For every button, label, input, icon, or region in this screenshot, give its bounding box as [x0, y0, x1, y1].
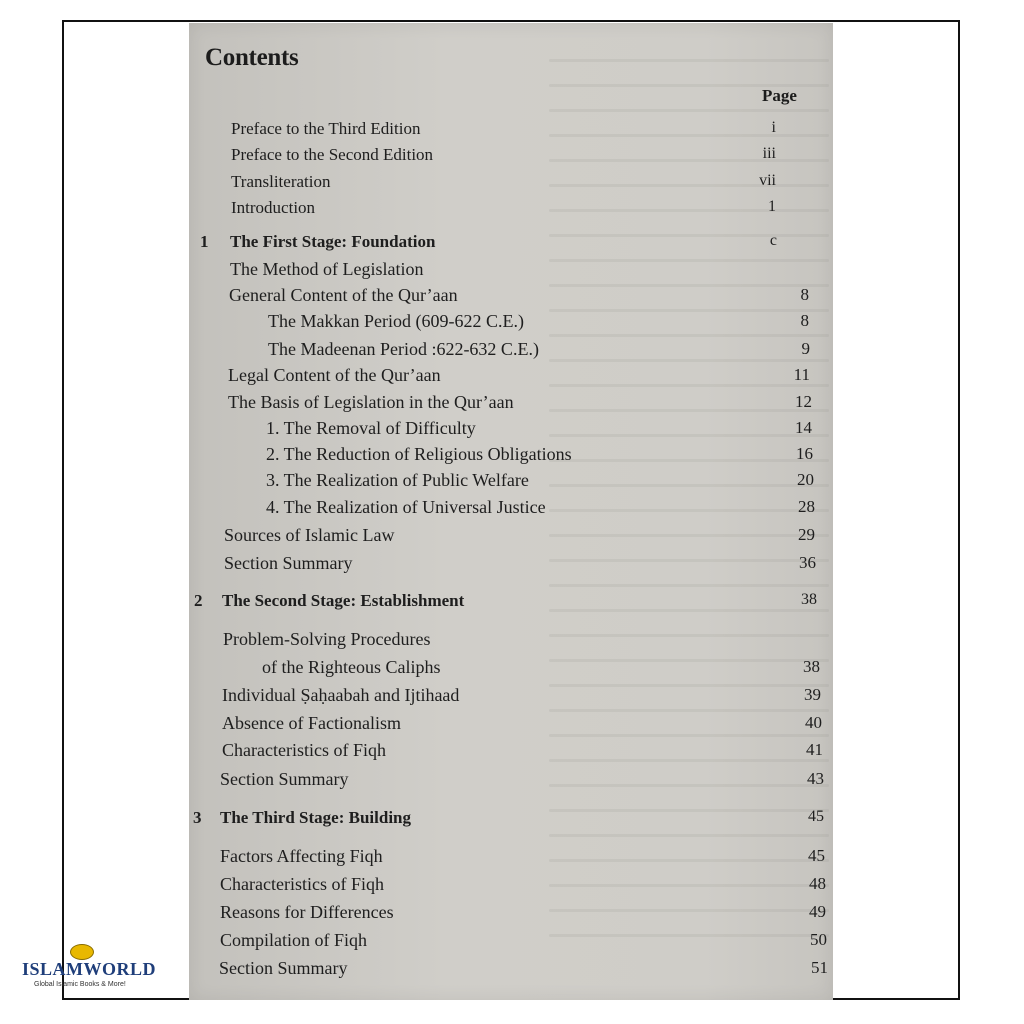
- toc-page-number: iii: [762, 145, 776, 162]
- toc-page-number: 28: [798, 497, 815, 516]
- toc-page-number: 1: [768, 198, 776, 215]
- toc-entry: [0, 392, 1024, 418]
- toc-entry: [0, 198, 1024, 224]
- toc-entry: [0, 874, 1024, 900]
- toc-entry: [0, 339, 1024, 365]
- toc-entry: [0, 591, 1024, 617]
- toc-entry-label: Sources of Islamic Law: [224, 525, 395, 545]
- toc-entry-label: The Method of Legislation: [230, 259, 424, 279]
- toc-entry: [0, 525, 1024, 551]
- toc-entry: [0, 713, 1024, 739]
- toc-page-number: 40: [805, 713, 822, 732]
- toc-entry-label: Legal Content of the Qur’aan: [228, 365, 441, 385]
- toc-page-number: vii: [759, 172, 776, 189]
- toc-entry: [0, 846, 1024, 872]
- toc-entry: [0, 553, 1024, 579]
- toc-page-number: 48: [809, 874, 826, 893]
- toc-page-number: 9: [801, 339, 810, 358]
- chapter-number: 1: [200, 232, 209, 251]
- toc-entry: [0, 259, 1024, 285]
- toc-entry-label: 2. The Reduction of Religious Obligations: [266, 444, 572, 464]
- toc-entry: [0, 365, 1024, 391]
- toc-page-number: 49: [809, 902, 826, 921]
- toc-entry-label: 4. The Realization of Universal Justice: [266, 497, 546, 517]
- toc-entry: [0, 444, 1024, 470]
- toc-page-number: 41: [806, 740, 823, 759]
- toc-page-number: 16: [796, 444, 813, 463]
- logo-name: ISLAMWORLD: [22, 959, 157, 979]
- toc-page-number: 8: [800, 311, 809, 330]
- toc-entry: [0, 629, 1024, 655]
- toc-entry-label: Reasons for Differences: [220, 902, 394, 922]
- toc-entry-label: of the Righteous Caliphs: [262, 657, 441, 677]
- toc-entry-label: Factors Affecting Fiqh: [220, 846, 383, 866]
- chapter-title: The Second Stage: Establishment: [222, 591, 465, 610]
- toc-entry-label: The Basis of Legislation in the Qur’aan: [228, 392, 514, 412]
- toc-page-number: 45: [808, 808, 824, 825]
- toc-entry-label: Introduction: [231, 198, 316, 217]
- toc-entry-label: Problem-Solving Procedures: [223, 629, 431, 649]
- contents-title: Contents: [205, 44, 299, 71]
- toc-page-number: 50: [810, 930, 827, 949]
- toc-entry: [0, 145, 1024, 171]
- toc-entry-label: Absence of Factionalism: [222, 713, 401, 733]
- chapter-title: The Third Stage: Building: [220, 808, 411, 827]
- toc-page-number: 38: [801, 591, 817, 608]
- toc-page-number: 20: [797, 470, 814, 489]
- toc-entry: [0, 285, 1024, 311]
- toc-entry-label: Preface to the Second Edition: [231, 145, 434, 164]
- toc-page-number: 12: [795, 392, 812, 411]
- toc-page-number: 39: [804, 685, 821, 704]
- toc-entry-label: Individual Ṣaḥaabah and Ijtihaad: [222, 685, 460, 705]
- toc-entry-label: 1. The Removal of Difficulty: [266, 418, 476, 438]
- toc-entry: [0, 902, 1024, 928]
- toc-entry: [0, 232, 1024, 258]
- toc-entry-label: Section Summary: [220, 769, 349, 789]
- toc-page-number: 51: [811, 958, 828, 977]
- toc-entry: [0, 740, 1024, 766]
- toc-entry-label: Section Summary: [219, 958, 348, 978]
- toc-entry-label: Characteristics of Fiqh: [220, 874, 384, 894]
- toc-page-number: 11: [793, 365, 810, 384]
- toc-entry: [0, 172, 1024, 198]
- toc-entry-label: Compilation of Fiqh: [220, 930, 368, 950]
- toc-entry: [0, 418, 1024, 444]
- toc-page-number: i: [771, 119, 776, 136]
- toc-page-number: 8: [800, 285, 809, 304]
- chapter-number: 3: [193, 808, 202, 827]
- chapter-title: The First Stage: Foundation: [230, 232, 436, 251]
- toc-entry-label: Characteristics of Fiqh: [222, 740, 386, 760]
- toc-entry-label: 3. The Realization of Public Welfare: [266, 470, 529, 490]
- toc-entry: [0, 470, 1024, 496]
- toc-entry: [0, 497, 1024, 523]
- toc-entry-label: Preface to the Third Edition: [231, 119, 421, 138]
- toc-entry: [0, 311, 1024, 337]
- page-column-header: Page: [762, 86, 797, 105]
- toc-page-number: 43: [807, 769, 824, 788]
- toc-page-number: 45: [808, 846, 825, 865]
- toc-entry-label: The Makkan Period (609-622 C.E.): [268, 311, 524, 331]
- toc-page-number: c: [769, 232, 777, 249]
- logo-emblem-icon: [70, 944, 94, 960]
- toc-entry-label: Transliteration: [231, 172, 331, 191]
- toc-page-number: 14: [795, 418, 812, 437]
- chapter-number: 2: [194, 591, 203, 610]
- logo-tagline: Global Islamic Books & More!: [34, 981, 126, 988]
- islamworld-logo: [22, 944, 157, 994]
- toc-entry-label: The Madeenan Period :622-632 C.E.): [268, 339, 539, 359]
- toc-entry-label: General Content of the Qur’aan: [229, 285, 458, 305]
- toc-page-number: 38: [803, 657, 820, 676]
- toc-entry: [0, 657, 1024, 683]
- toc-entry: [0, 769, 1024, 795]
- toc-page-number: 36: [799, 553, 816, 572]
- toc-entry: [0, 930, 1024, 956]
- toc-page-number: 29: [798, 525, 815, 544]
- toc-entry: [0, 685, 1024, 711]
- toc-entry: [0, 808, 1024, 834]
- toc-entry-label: Section Summary: [224, 553, 353, 573]
- toc-entry: [0, 119, 1024, 145]
